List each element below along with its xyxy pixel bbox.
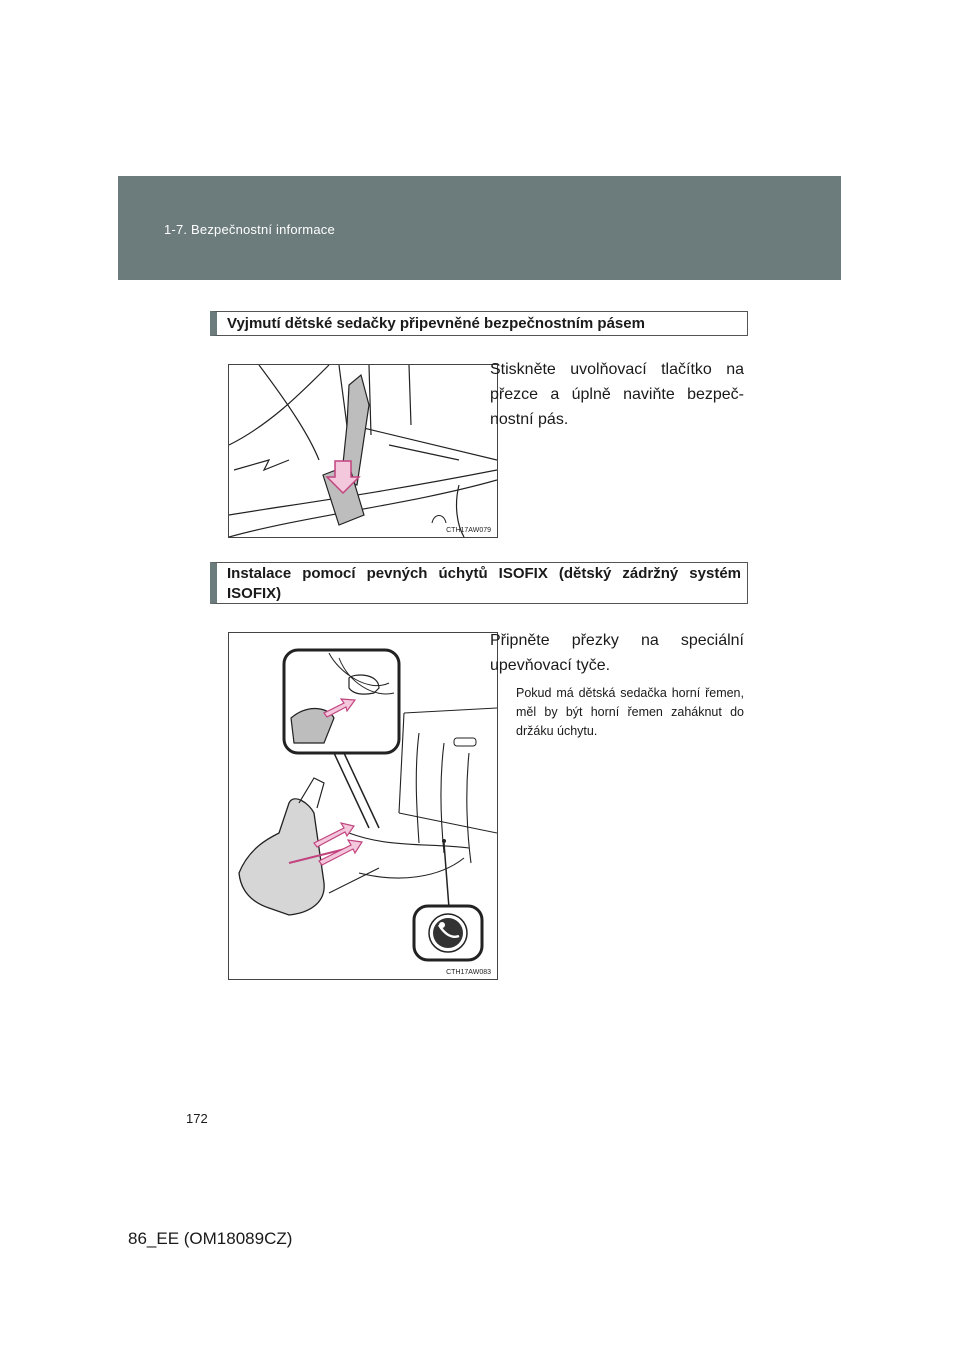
section-heading-remove-seat: Vyjmutí dětské sedačky připevněné bezpečnostním pásem — [210, 311, 748, 336]
section-title: 1-7. Bezpečnostní informace — [164, 222, 335, 237]
section-heading-isofix: Instalace pomocí pevných úchytů ISOFIX (dětský zádržný systém ISOFIX) — [210, 562, 748, 604]
figure-seatbelt-buckle — [228, 364, 498, 538]
figure-code: CTH17AW079 — [446, 527, 491, 534]
figure-code: CTH17AW083 — [446, 969, 491, 976]
header-band — [118, 176, 841, 280]
page-number: 172 — [186, 1111, 208, 1126]
note-text: Pokud má dětská sedačka horní řemen, měl by být horní řemen zaháknut do držáku úchytu. — [516, 686, 744, 738]
isofix-illustration — [229, 633, 497, 979]
figure-isofix-install — [228, 632, 498, 980]
instruction-text: Připněte přezky na speciální upevňovací tyče. — [490, 632, 744, 674]
seatbelt-illustration — [229, 365, 497, 537]
instruction-text: Stiskněte uvolňovací tlačítko na přezce a úplně naviňte bezpeč- nostní pás. — [490, 361, 744, 428]
manual-code: 86_EE (OM18089CZ) — [128, 1229, 293, 1248]
